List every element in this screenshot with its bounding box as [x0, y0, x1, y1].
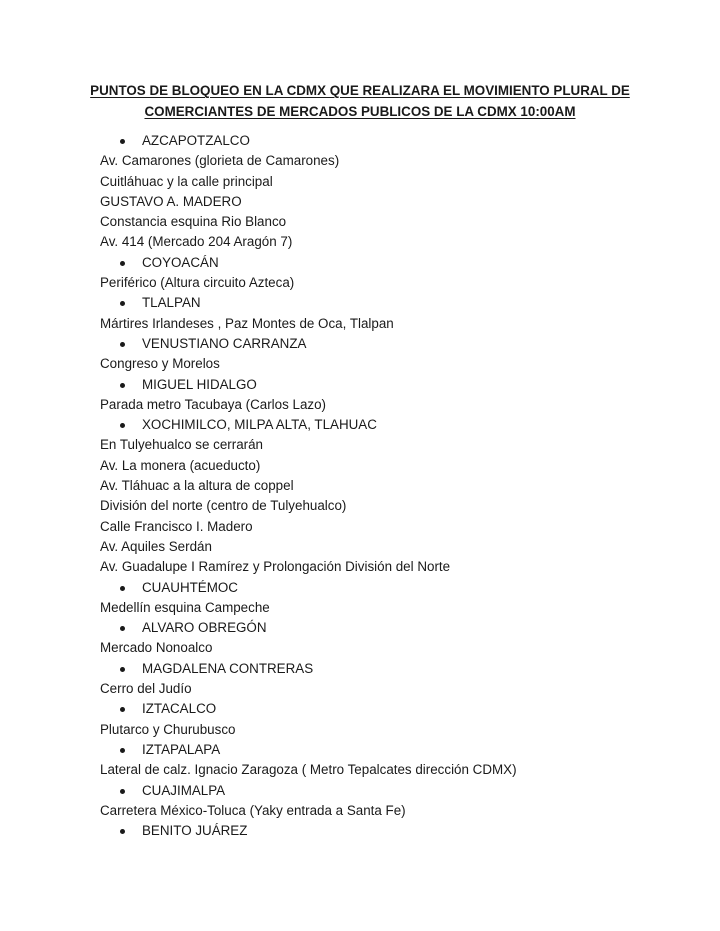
document-title: [60, 81, 660, 122]
blockade-list: [100, 131, 680, 841]
list-item-location: [100, 720, 680, 740]
list-item-text: Plutarco y Churubusco: [100, 721, 236, 737]
list-item-municipality: [100, 293, 680, 313]
bullet-icon: [120, 342, 125, 347]
list-item-location: [100, 517, 680, 537]
bullet-icon: [120, 707, 125, 712]
list-item-location: [100, 395, 680, 415]
list-item-text: Mercado Nonoalco: [100, 640, 213, 656]
list-item-municipality: [100, 618, 680, 638]
list-item-municipality: [100, 699, 680, 719]
bullet-icon: [120, 301, 125, 306]
list-item-location: [100, 496, 680, 516]
list-item-location: [100, 456, 680, 476]
list-item-text: Lateral de calz. Ignacio Zaragoza ( Metro Tepalcates dirección CDMX): [100, 762, 517, 778]
bullet-icon: [120, 383, 125, 388]
list-item-municipality: [100, 740, 680, 760]
list-item-text: Congreso y Morelos: [100, 356, 220, 372]
bullet-icon: [120, 626, 125, 631]
list-item-text: División del norte (centro de Tulyehualco): [100, 498, 347, 514]
list-item-text: Periférico (Altura circuito Azteca): [100, 275, 295, 291]
bullet-icon: [120, 261, 125, 266]
list-item-text: Calle Francisco I. Madero: [100, 518, 253, 534]
title-line-2: COMERCIANTES DE MERCADOS PUBLICOS DE LA CDMX 10:00AM: [144, 103, 576, 119]
list-item-location: [100, 476, 680, 496]
list-item-municipality: [100, 131, 680, 151]
title-line-1: PUNTOS DE BLOQUEO EN LA CDMX QUE REALIZARA EL MOVIMIENTO PLURAL DE: [90, 83, 630, 98]
list-item-municipality: [100, 375, 680, 395]
list-item-text: Av. Camarones (glorieta de Camarones): [100, 153, 340, 169]
list-item-location: [100, 212, 680, 232]
list-item-location: [100, 273, 680, 293]
list-item-municipality: [100, 334, 680, 354]
list-item-text: MIGUEL HIDALGO: [142, 376, 257, 392]
list-item-text: Medellín esquina Campeche: [100, 599, 270, 615]
list-item-text: GUSTAVO A. MADERO: [100, 193, 242, 209]
list-item-text: CUAJIMALPA: [142, 782, 226, 798]
list-item-text: XOCHIMILCO, MILPA ALTA, TLAHUAC: [142, 417, 377, 433]
list-item-location: [100, 557, 680, 577]
list-item-text: Av. Tláhuac a la altura de coppel: [100, 478, 294, 494]
list-item-text: En Tulyehualco se cerrarán: [100, 437, 264, 453]
list-item-text: Av. Guadalupe I Ramírez y Prolongación División del Norte: [100, 559, 451, 575]
list-item-location: [100, 638, 680, 658]
list-item-location: [100, 435, 680, 455]
list-item-location: [100, 314, 680, 334]
list-item-text: Cuitláhuac y la calle principal: [100, 173, 273, 189]
list-item-location: [100, 151, 680, 171]
list-item-text: BENITO JUÁREZ: [142, 823, 248, 839]
list-item-text: IZTACALCO: [142, 701, 217, 717]
list-item-location: [100, 354, 680, 374]
list-item-location: [100, 192, 680, 212]
list-item-municipality: [100, 659, 680, 679]
list-item-text: Av. 414 (Mercado 204 Aragón 7): [100, 234, 293, 250]
list-item-text: Constancia esquina Rio Blanco: [100, 214, 287, 230]
list-item-text: Av. Aquiles Serdán: [100, 538, 212, 554]
bullet-icon: [120, 829, 125, 834]
list-item-location: [100, 679, 680, 699]
bullet-icon: [120, 139, 125, 144]
bullet-icon: [120, 789, 125, 794]
list-item-location: [100, 537, 680, 557]
list-item-text: MAGDALENA CONTRERAS: [142, 660, 314, 676]
list-item-text: COYOACÁN: [142, 254, 219, 270]
list-item-location: [100, 760, 680, 780]
bullet-icon: [120, 748, 125, 753]
list-item-municipality: [100, 415, 680, 435]
list-item-municipality: [100, 578, 680, 598]
list-item-text: IZTAPALAPA: [142, 741, 221, 757]
list-item-text: Parada metro Tacubaya (Carlos Lazo): [100, 396, 327, 412]
list-item-text: Cerro del Judío: [100, 681, 192, 697]
list-item-text: AZCAPOTZALCO: [142, 133, 250, 148]
bullet-icon: [120, 667, 125, 672]
list-item-text: CUAUHTÉMOC: [142, 579, 238, 595]
list-item-location: [100, 801, 680, 821]
list-item-text: VENUSTIANO CARRANZA: [142, 335, 307, 351]
list-item-municipality: [100, 253, 680, 273]
list-item-location: [100, 172, 680, 192]
list-item-text: ALVARO OBREGÓN: [142, 620, 267, 636]
list-item-text: Mártires Irlandeses , Paz Montes de Oca, Tlalpan: [100, 315, 394, 331]
bullet-icon: [120, 423, 125, 428]
list-item-municipality: [100, 821, 680, 841]
bullet-icon: [120, 586, 125, 591]
list-item-text: TLALPAN: [142, 295, 201, 311]
list-item-location: [100, 232, 680, 252]
list-item-text: Av. La monera (acueducto): [100, 457, 261, 473]
list-item-municipality: [100, 781, 680, 801]
list-item-text: Carretera México-Toluca (Yaky entrada a Santa Fe): [100, 802, 406, 818]
list-item-location: [100, 598, 680, 618]
